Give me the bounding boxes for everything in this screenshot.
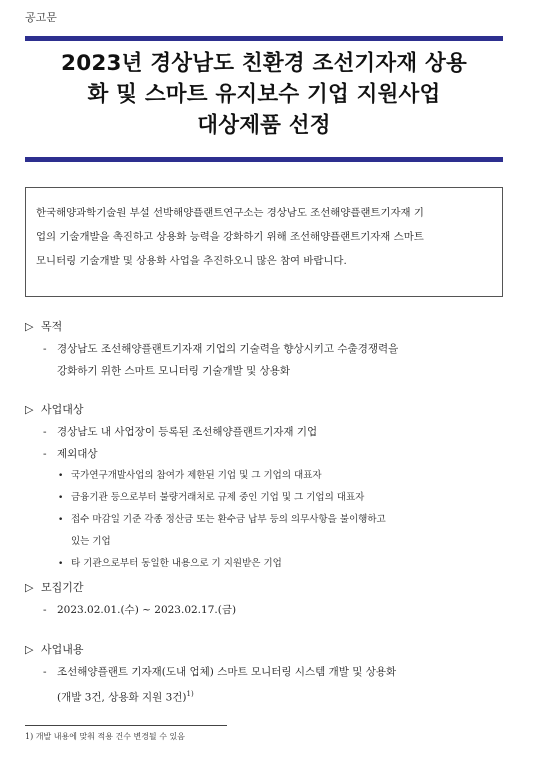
intro-box xyxy=(25,187,503,297)
section-period xyxy=(25,577,515,621)
section-heading xyxy=(25,577,515,599)
dash-marker-icon: - xyxy=(43,426,47,438)
bullet-marker-icon: • xyxy=(58,515,64,525)
footnote-reference: 1) xyxy=(186,690,194,698)
title-line: 화 및 스마트 유지보수 기업 지원사업 xyxy=(87,82,441,107)
triangle-marker-icon: ▷ xyxy=(25,320,34,333)
footnote: 1) 개발 내용에 맞춰 적용 건수 변경될 수 있음 xyxy=(25,732,185,741)
title-bottom-rule xyxy=(25,157,503,162)
list-item-continuation: 강화하기 위한 스마트 모니터링 기술개발 및 상용화 xyxy=(57,365,291,377)
bullet-item: • 국가연구개발사업의 참여가 제한된 기업 및 그 기업의 대표자 xyxy=(25,465,515,487)
bullet-item: • 금융기관 등으로부터 불량거래처로 규제 중인 기업 및 그 기업의 대표자 xyxy=(25,487,515,509)
section-purpose xyxy=(25,316,515,382)
bullet-marker-icon: • xyxy=(58,559,64,569)
document-type-label: 공고문 xyxy=(25,11,57,24)
section-heading xyxy=(25,399,515,421)
section-target xyxy=(25,399,515,575)
section-title: 사업내용 xyxy=(40,643,84,656)
dash-marker-icon: - xyxy=(43,604,47,616)
section-title: 사업대상 xyxy=(40,403,84,416)
triangle-marker-icon: ▷ xyxy=(25,581,34,594)
dash-marker-icon: - xyxy=(43,448,47,460)
list-item-continuation: (개발 3건, 상용화 지원 3건)$^{1)}$ xyxy=(57,690,194,704)
document-title xyxy=(25,48,503,141)
list-item: - 제외대상 xyxy=(25,443,515,465)
title-line: 대상제품 선정 xyxy=(197,113,331,138)
list-item: - 2023.02.01.(수) ~ 2023.02.17.(금) xyxy=(25,599,515,621)
dash-marker-icon: - xyxy=(43,343,47,355)
bullet-item: • 접수 마감일 기준 각종 정산금 또는 환수금 납부 등의 의무사항을 불이행하고 xyxy=(25,509,515,531)
list-item: - 조선해양플랜트 기자재(도내 업체) 스마트 모니터링 시스템 개발 및 상용화 xyxy=(25,661,515,683)
bullet-marker-icon: • xyxy=(58,471,64,481)
title-top-rule xyxy=(25,36,503,41)
bullet-marker-icon: • xyxy=(58,493,64,503)
intro-line: 모니터링 기술개발 및 상용화 사업을 추진하오니 많은 참여 바랍니다. xyxy=(36,255,347,267)
bullet-item: • 타 기관으로부터 동일한 내용으로 기 지원받은 기업 xyxy=(25,553,515,575)
triangle-marker-icon: ▷ xyxy=(25,403,34,416)
triangle-marker-icon: ▷ xyxy=(25,643,34,656)
section-title: 목적 xyxy=(40,320,63,333)
title-line: 2023년 경상남도 친환경 조선기자재 상용 xyxy=(61,51,467,76)
footnote-rule xyxy=(25,725,227,726)
dash-marker-icon: - xyxy=(43,666,47,678)
section-heading xyxy=(25,639,515,661)
bullet-item-continuation: 있는 기업 xyxy=(71,536,111,547)
list-item: - 경상남도 조선해양플랜트기자재 기업의 기술력을 향상시키고 수출경쟁력을 xyxy=(25,338,515,360)
section-content xyxy=(25,639,515,705)
section-heading xyxy=(25,316,515,338)
section-title: 모집기간 xyxy=(40,581,84,594)
intro-line: 한국해양과학기술원 부설 선박해양플랜트연구소는 경상남도 조선해양플랜트기자재 기 xyxy=(36,207,424,219)
list-item: - 경상남도 내 사업장이 등록된 조선해양플랜트기자재 기업 xyxy=(25,421,515,443)
intro-line: 업의 기술개발을 촉진하고 상용화 능력을 강화하기 위해 조선해양플랜트기자재 스마트 xyxy=(36,231,424,243)
